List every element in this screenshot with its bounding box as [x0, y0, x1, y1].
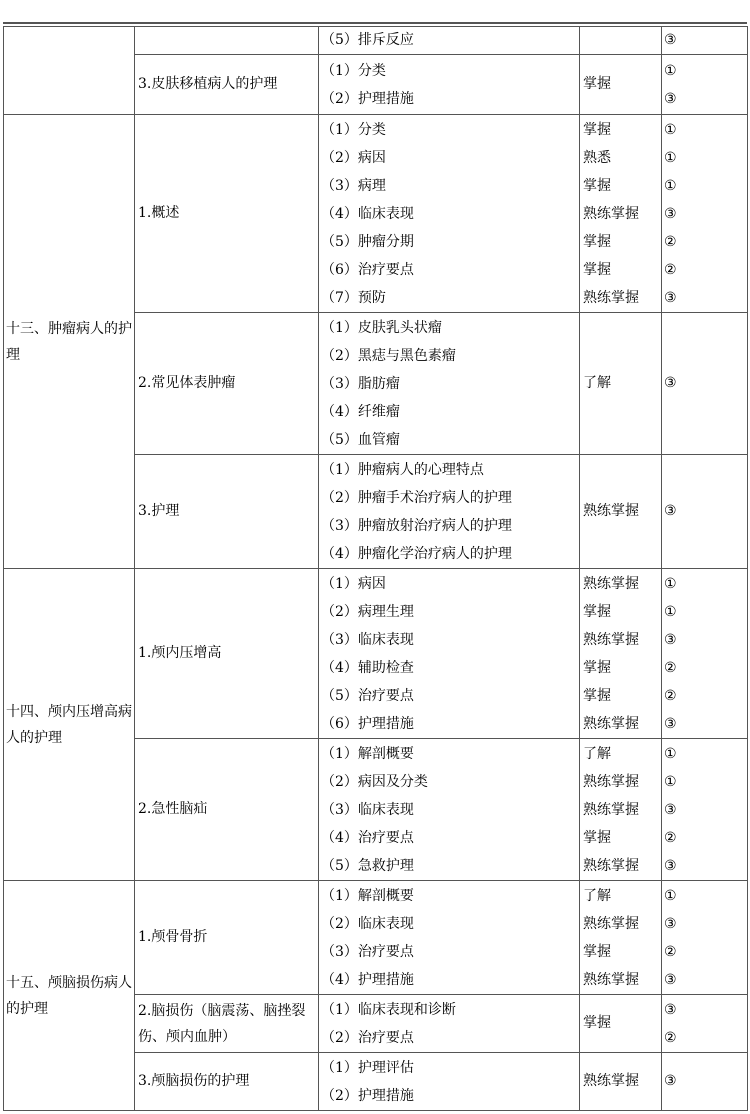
item-line: （2）护理措施	[321, 90, 414, 107]
syllabus-table	[3, 26, 748, 1111]
item-line: （3）临床表现	[321, 631, 414, 648]
item-line: （2）肿瘤手术治疗病人的护理	[321, 489, 512, 506]
level-line: 掌握	[583, 233, 611, 250]
unit-cell	[4, 569, 135, 881]
topic-cell: 3.皮肤移植病人的护理	[135, 55, 319, 115]
level-cell	[580, 881, 662, 995]
mark-line: ②	[664, 943, 677, 960]
mark-line: ①	[664, 575, 677, 592]
level-line: 熟练掌握	[583, 773, 639, 790]
level-cell: 熟练掌握	[580, 455, 662, 569]
level-line: 了解	[583, 745, 611, 762]
level-cell	[580, 27, 662, 55]
level-line: 熟练掌握	[583, 631, 639, 648]
item-content	[319, 569, 580, 739]
mark-line: ①	[664, 887, 677, 904]
unit-label: 十四、颅内压增高病人的护理	[6, 703, 132, 746]
level-line: 熟练掌握	[583, 715, 639, 732]
level-cell: 掌握	[580, 55, 662, 115]
mark-line: ②	[664, 233, 677, 250]
mark-cell: ③	[662, 455, 748, 569]
item-line: （2）病因及分类	[321, 773, 428, 790]
topic-cell: 1.颅内压增高	[135, 569, 319, 739]
item-line: （2）病因	[321, 149, 386, 166]
mark-cell: ③	[662, 1053, 748, 1111]
item-line: （4）辅助检查	[321, 659, 414, 676]
item-line: （7）预防	[321, 289, 386, 306]
mark-line: ②	[664, 659, 677, 676]
mark-line: ③	[664, 205, 677, 222]
top-rule	[3, 22, 747, 24]
mark-cell	[662, 739, 748, 881]
item-line: （3）治疗要点	[321, 943, 414, 960]
level-cell: 掌握	[580, 995, 662, 1053]
level-cell: 熟练掌握	[580, 1053, 662, 1111]
item-line: （4）肿瘤化学治疗病人的护理	[321, 545, 512, 562]
item-line: （3）脂肪瘤	[321, 375, 400, 392]
item-content	[319, 55, 580, 115]
mark-line: ②	[664, 829, 677, 846]
unit-label: 十三、肿瘤病人的护理	[6, 320, 132, 363]
mark-line: ③	[664, 857, 677, 874]
mark-line: ③	[664, 715, 677, 732]
topic-cell: 1.颅骨骨折	[135, 881, 319, 995]
level-line: 掌握	[583, 943, 611, 960]
mark-line: ①	[664, 149, 677, 166]
mark-line: ①	[664, 603, 677, 620]
mark-line: ②	[664, 261, 677, 278]
topic-label: 2.脑损伤（脑震荡、脑挫裂伤、颅内血肿）	[138, 1002, 306, 1045]
level-cell	[580, 739, 662, 881]
item-line: （2）治疗要点	[321, 1029, 414, 1046]
mark-line: ①	[664, 121, 677, 138]
item-content: （5）排斥反应	[319, 27, 580, 55]
topic-cell: 2.急性脑疝	[135, 739, 319, 881]
item-line: （1）肿瘤病人的心理特点	[321, 461, 484, 478]
item-line: （3）病理	[321, 177, 386, 194]
mark-line: ③	[664, 801, 677, 818]
item-line: （4）治疗要点	[321, 829, 414, 846]
mark-cell	[662, 995, 748, 1053]
level-line: 熟练掌握	[583, 801, 639, 818]
item-content	[319, 115, 580, 313]
item-line: （1）分类	[321, 62, 386, 79]
item-content	[319, 881, 580, 995]
item-line: （1）护理评估	[321, 1059, 414, 1076]
item-line: （1）分类	[321, 121, 386, 138]
mark-cell: ③	[662, 313, 748, 455]
mark-line: ②	[664, 1029, 677, 1046]
level-cell	[580, 115, 662, 313]
item-line: （6）治疗要点	[321, 261, 414, 278]
level-line: 熟练掌握	[583, 857, 639, 874]
item-line: （4）护理措施	[321, 971, 414, 988]
mark-cell	[662, 569, 748, 739]
mark-line: ①	[664, 773, 677, 790]
item-line: （2）病理生理	[321, 603, 414, 620]
item-line: （2）护理措施	[321, 1087, 414, 1104]
topic-cell: 3.护理	[135, 455, 319, 569]
item-line: （1）病因	[321, 575, 386, 592]
mark-line: ①	[664, 745, 677, 762]
mark-cell	[662, 55, 748, 115]
item-line: （5）治疗要点	[321, 687, 414, 704]
item-line: （5）血管瘤	[321, 431, 400, 448]
table-row	[4, 27, 748, 55]
mark-line: ①	[664, 177, 677, 194]
level-line: 熟练掌握	[583, 289, 639, 306]
mark-line: ①	[664, 62, 677, 79]
item-line: （5）急救护理	[321, 857, 414, 874]
item-line: （4）临床表现	[321, 205, 414, 222]
item-content	[319, 1053, 580, 1111]
level-line: 掌握	[583, 121, 611, 138]
item-line: （1）解剖概要	[321, 887, 414, 904]
item-line: （6）护理措施	[321, 715, 414, 732]
level-line: 熟练掌握	[583, 915, 639, 932]
topic-cell	[135, 27, 319, 55]
item-content	[319, 739, 580, 881]
mark-line: ③	[664, 1001, 677, 1018]
item-line: （2）临床表现	[321, 915, 414, 932]
level-line: 了解	[583, 887, 611, 904]
item-line: （5）肿瘤分期	[321, 233, 414, 250]
level-cell: 了解	[580, 313, 662, 455]
item-line: （1）皮肤乳头状瘤	[321, 319, 442, 336]
level-line: 掌握	[583, 659, 611, 676]
item-content	[319, 455, 580, 569]
mark-line: ②	[664, 687, 677, 704]
level-line: 掌握	[583, 829, 611, 846]
mark-cell	[662, 881, 748, 995]
unit-cell	[4, 115, 135, 569]
topic-cell: 2.常见体表肿瘤	[135, 313, 319, 455]
item-content	[319, 313, 580, 455]
topic-cell: 1.概述	[135, 115, 319, 313]
unit-label: 十五、颅脑损伤病人的护理	[6, 974, 132, 1017]
mark-cell: ③	[662, 27, 748, 55]
item-line: （4）纤维瘤	[321, 403, 400, 420]
level-line: 掌握	[583, 261, 611, 278]
level-line: 掌握	[583, 177, 611, 194]
level-line: 熟悉	[583, 149, 611, 166]
level-cell	[580, 569, 662, 739]
unit-cell	[4, 27, 135, 115]
item-line: （1）解剖概要	[321, 745, 414, 762]
topic-cell: 3.颅脑损伤的护理	[135, 1053, 319, 1111]
item-line: （3）临床表现	[321, 801, 414, 818]
item-line: （1）临床表现和诊断	[321, 1001, 456, 1018]
item-line: （2）黑痣与黑色素瘤	[321, 347, 456, 364]
mark-line: ③	[664, 90, 677, 107]
unit-cell	[4, 881, 135, 1111]
table-row	[4, 881, 748, 995]
item-content	[319, 995, 580, 1053]
mark-line: ③	[664, 915, 677, 932]
item-line: （3）肿瘤放射治疗病人的护理	[321, 517, 512, 534]
level-line: 掌握	[583, 687, 611, 704]
level-line: 掌握	[583, 603, 611, 620]
mark-line: ③	[664, 971, 677, 988]
table-row	[4, 115, 748, 313]
level-line: 熟练掌握	[583, 575, 639, 592]
mark-cell	[662, 115, 748, 313]
level-line: 熟练掌握	[583, 205, 639, 222]
mark-line: ③	[664, 631, 677, 648]
table-row	[4, 569, 748, 739]
level-line: 熟练掌握	[583, 971, 639, 988]
topic-cell	[135, 995, 319, 1053]
mark-line: ③	[664, 289, 677, 306]
